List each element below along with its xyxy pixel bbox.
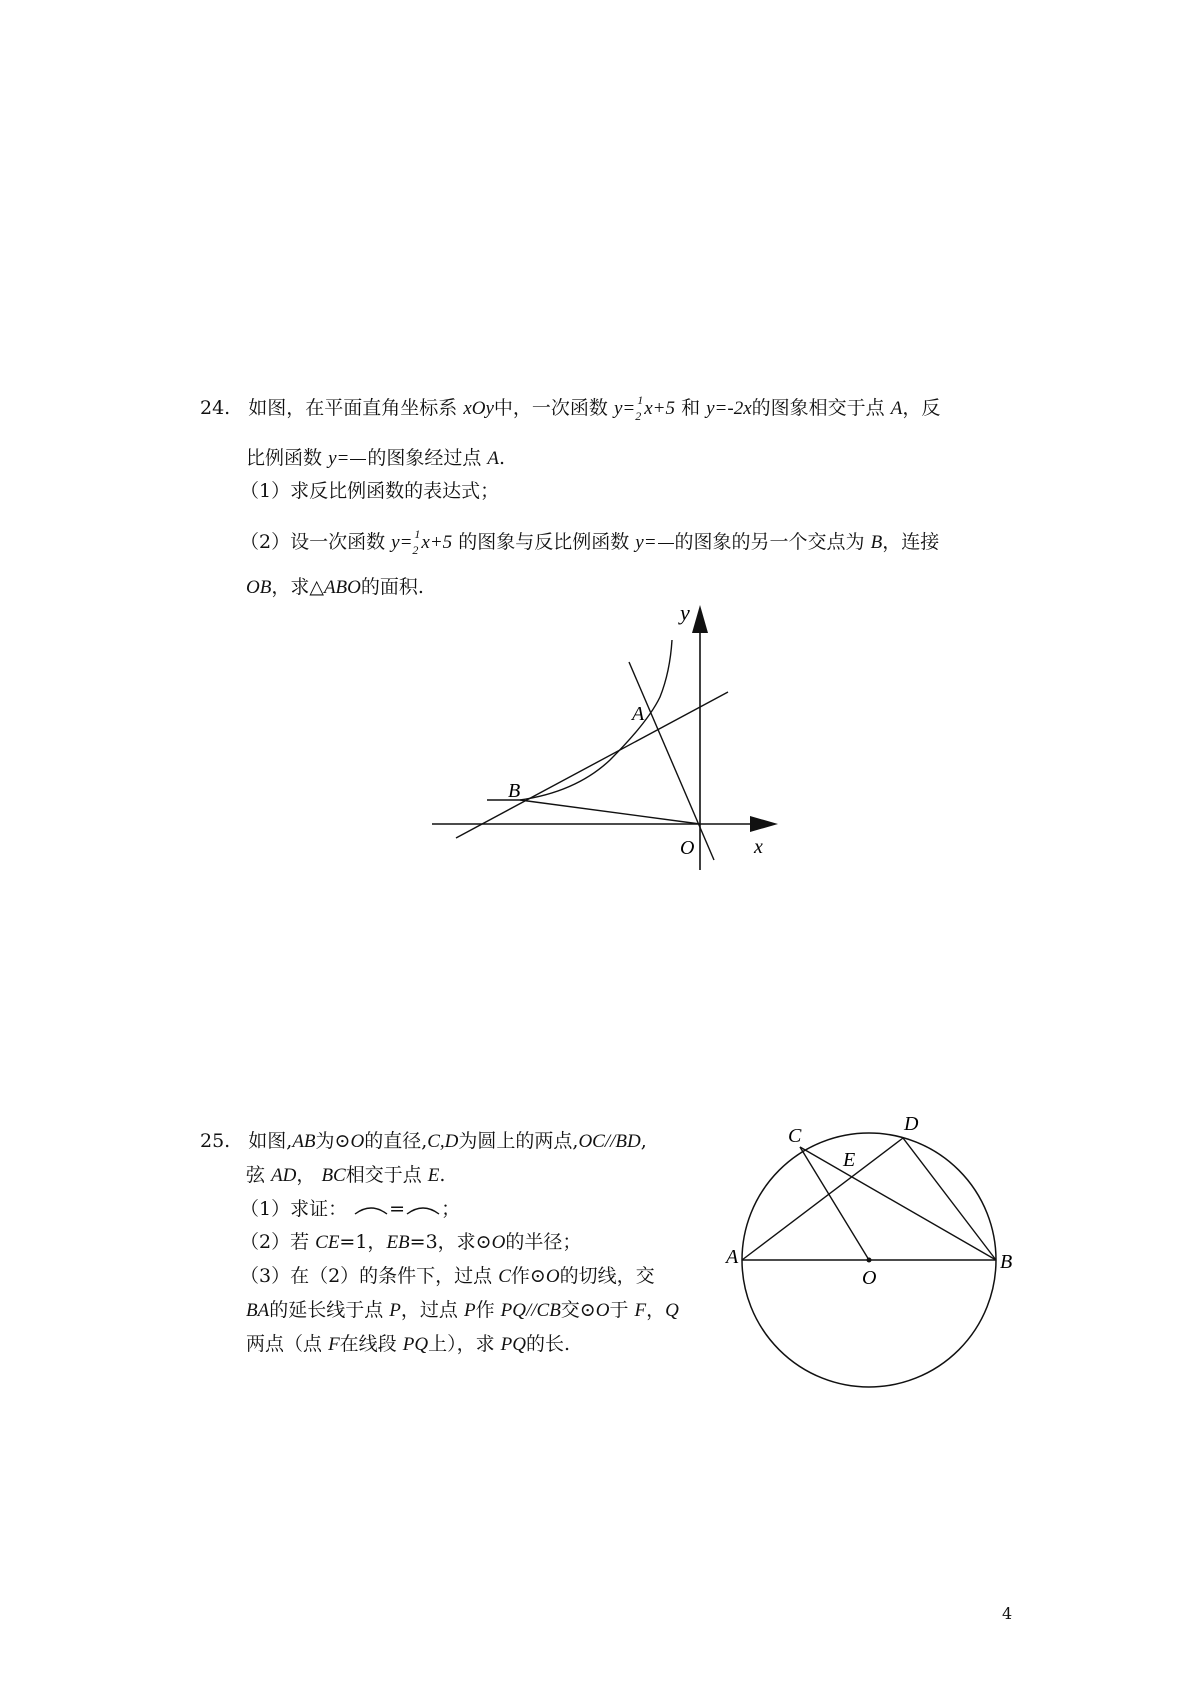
fraction-one-half: 1 2: [635, 393, 644, 423]
arc-symbol: [405, 1204, 441, 1216]
line-half-x-plus-5: [456, 692, 728, 838]
q25-part-3: （3）在（2）的条件下，过点 C作⊙O的切线，交: [240, 1265, 655, 1287]
q25-line-2: 弦 AD， BC相交于点 E.: [246, 1164, 446, 1186]
segment-BO: [520, 800, 700, 824]
q24-part-2: （2）设一次函数 y= 1 2 x+5 的图象与反比例函数 y= 的图象的另一个交点为 B，连接: [240, 527, 940, 557]
q25-line-1: 25. 如图,AB为⊙O的直径,C,D为圆上的两点,OC//BD,: [200, 1130, 647, 1152]
y-axis-arrow: [692, 605, 708, 633]
segment-OC: [800, 1147, 869, 1260]
label-E: E: [843, 1149, 856, 1171]
x-axis-arrow: [750, 816, 778, 832]
q25-figure: [726, 1113, 1013, 1380]
arc-symbol: [353, 1204, 389, 1216]
label-y: y: [680, 600, 690, 625]
label-D: D: [904, 1113, 919, 1135]
fraction-one-half: 1 2: [412, 527, 421, 557]
q24-part-1: （1）求反比例函数的表达式；: [240, 480, 500, 502]
chord-AD: [742, 1138, 903, 1260]
q24-number: 24.: [200, 397, 231, 419]
chord-BC: [800, 1147, 996, 1260]
label-C: C: [788, 1125, 802, 1147]
q24-line-2: 比例函数 y= 的图象经过点 A.: [246, 447, 506, 469]
page-number: 4: [1002, 1604, 1013, 1623]
label-O: O: [862, 1267, 877, 1289]
fraction-placeholder: [658, 543, 674, 544]
label-A: A: [632, 703, 645, 725]
label-B: B: [508, 780, 521, 802]
line-y-neg2x: [629, 662, 714, 860]
q25-part-2: （2）若 CE=1，EB=3，求⊙O的半径；: [240, 1231, 582, 1253]
center-point-O: [867, 1258, 872, 1263]
q25-part-3-cont: BA的延长线于点 P，过点 P作 PQ//CB交⊙O于 F，Q: [246, 1299, 679, 1321]
label-x: x: [754, 836, 763, 858]
q25-part-1: （1）求证： = ；: [240, 1198, 461, 1220]
q24-line-1: 24. 如图，在平面直角坐标系 xOy中，一次函数 y= 1 2 x+5 和 y=-2x的图象相交于点 A，反: [200, 393, 941, 423]
q24-part-2-cont: OB，求△ABO的面积.: [246, 576, 424, 598]
label-O: O: [680, 837, 695, 859]
q24-figure: [420, 600, 780, 880]
label-B: B: [1000, 1251, 1013, 1273]
fraction-placeholder: [350, 459, 366, 460]
label-A: A: [726, 1246, 739, 1268]
hyperbola-branch: [487, 640, 672, 800]
q25-number: 25.: [200, 1130, 231, 1152]
q25-part-3-end: 两点（点 F在线段 PQ上），求 PQ的长.: [246, 1333, 570, 1355]
chord-BD: [903, 1138, 996, 1260]
